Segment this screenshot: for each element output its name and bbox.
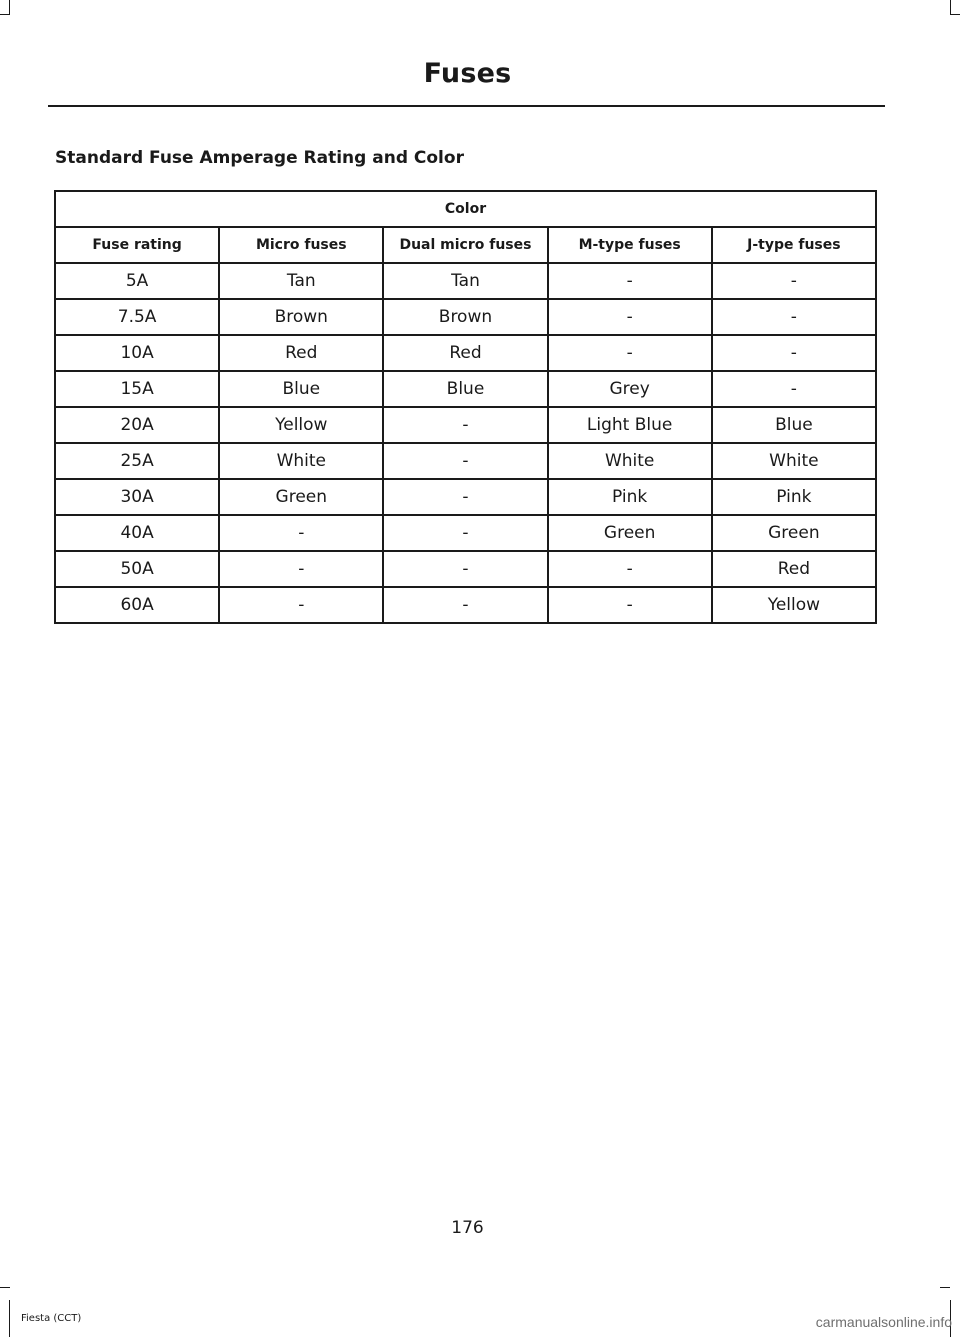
table-cell: - [219, 587, 383, 623]
column-header-m-type-fuses: M-type fuses [548, 227, 712, 263]
crop-mark-top-left [9, 0, 10, 14]
table-header-row [55, 227, 876, 263]
table-cell: Grey [548, 371, 712, 407]
crop-mark-bottom-left [9, 1300, 10, 1337]
table-cell: Green [712, 515, 876, 551]
table-cell: - [383, 587, 547, 623]
table-cell: Pink [548, 479, 712, 515]
table-cell: Blue [383, 371, 547, 407]
table-cell: 40A [55, 515, 219, 551]
table-cell: - [548, 263, 712, 299]
table-row [55, 551, 876, 587]
table-cell: 15A [55, 371, 219, 407]
page-number: 176 [451, 1218, 484, 1238]
footer-watermark: carmanualsonline.info [815, 1314, 952, 1330]
table-cell: Brown [383, 299, 547, 335]
table-cell: Light Blue [548, 407, 712, 443]
table-cell: - [712, 263, 876, 299]
table-cell: 50A [55, 551, 219, 587]
table-cell: 20A [55, 407, 219, 443]
table-cell: Red [383, 335, 547, 371]
table-cell: - [712, 335, 876, 371]
table-row [55, 443, 876, 479]
table-cell: White [712, 443, 876, 479]
header-divider [48, 105, 885, 107]
table-cell: Green [219, 479, 383, 515]
table-row [55, 407, 876, 443]
crop-mark-bottom-right [940, 1287, 950, 1288]
crop-mark-top-right [950, 14, 960, 15]
table-row [55, 335, 876, 371]
table-cell: - [712, 299, 876, 335]
table-row [55, 371, 876, 407]
table-cell: Pink [712, 479, 876, 515]
table-cell: White [548, 443, 712, 479]
fuse-table [54, 190, 877, 624]
table-cell: 30A [55, 479, 219, 515]
table-row [55, 263, 876, 299]
table-cell: - [548, 587, 712, 623]
table-cell: Brown [219, 299, 383, 335]
page-title: Fuses [423, 58, 512, 89]
table-cell: - [712, 371, 876, 407]
table-cell: - [219, 515, 383, 551]
table-cell: Tan [219, 263, 383, 299]
table-cell: Red [219, 335, 383, 371]
table-cell: - [219, 551, 383, 587]
table-cell: - [548, 551, 712, 587]
column-header-dual-micro-fuses: Dual micro fuses [383, 227, 547, 263]
footer-model-label: Fiesta (CCT) [21, 1313, 82, 1324]
column-header-fuse-rating: Fuse rating [55, 227, 219, 263]
column-header-micro-fuses: Micro fuses [219, 227, 383, 263]
table-cell: 7.5A [55, 299, 219, 335]
table-cell: - [383, 551, 547, 587]
table-row [55, 587, 876, 623]
table-cell: Red [712, 551, 876, 587]
table-group-header-row [55, 191, 876, 227]
table-cell: - [548, 299, 712, 335]
table-cell: Yellow [219, 407, 383, 443]
table-cell: Blue [712, 407, 876, 443]
column-header-j-type-fuses: J-type fuses [712, 227, 876, 263]
table-cell: 60A [55, 587, 219, 623]
table-cell: - [383, 407, 547, 443]
table-cell: - [383, 443, 547, 479]
table-cell: - [383, 479, 547, 515]
table-cell: 5A [55, 263, 219, 299]
crop-mark-top-left [0, 14, 10, 15]
table-cell: - [383, 515, 547, 551]
table-cell: 10A [55, 335, 219, 371]
crop-mark-bottom-left [0, 1287, 10, 1288]
table-row [55, 515, 876, 551]
section-heading: Standard Fuse Amperage Rating and Color [55, 148, 464, 168]
table-cell: Tan [383, 263, 547, 299]
crop-mark-top-right [950, 0, 951, 14]
table-group-header: Color [55, 191, 876, 227]
table-cell: Blue [219, 371, 383, 407]
table-cell: White [219, 443, 383, 479]
table-cell: - [548, 335, 712, 371]
table-row [55, 299, 876, 335]
table-cell: Yellow [712, 587, 876, 623]
table-cell: 25A [55, 443, 219, 479]
table-cell: Green [548, 515, 712, 551]
table-row [55, 479, 876, 515]
